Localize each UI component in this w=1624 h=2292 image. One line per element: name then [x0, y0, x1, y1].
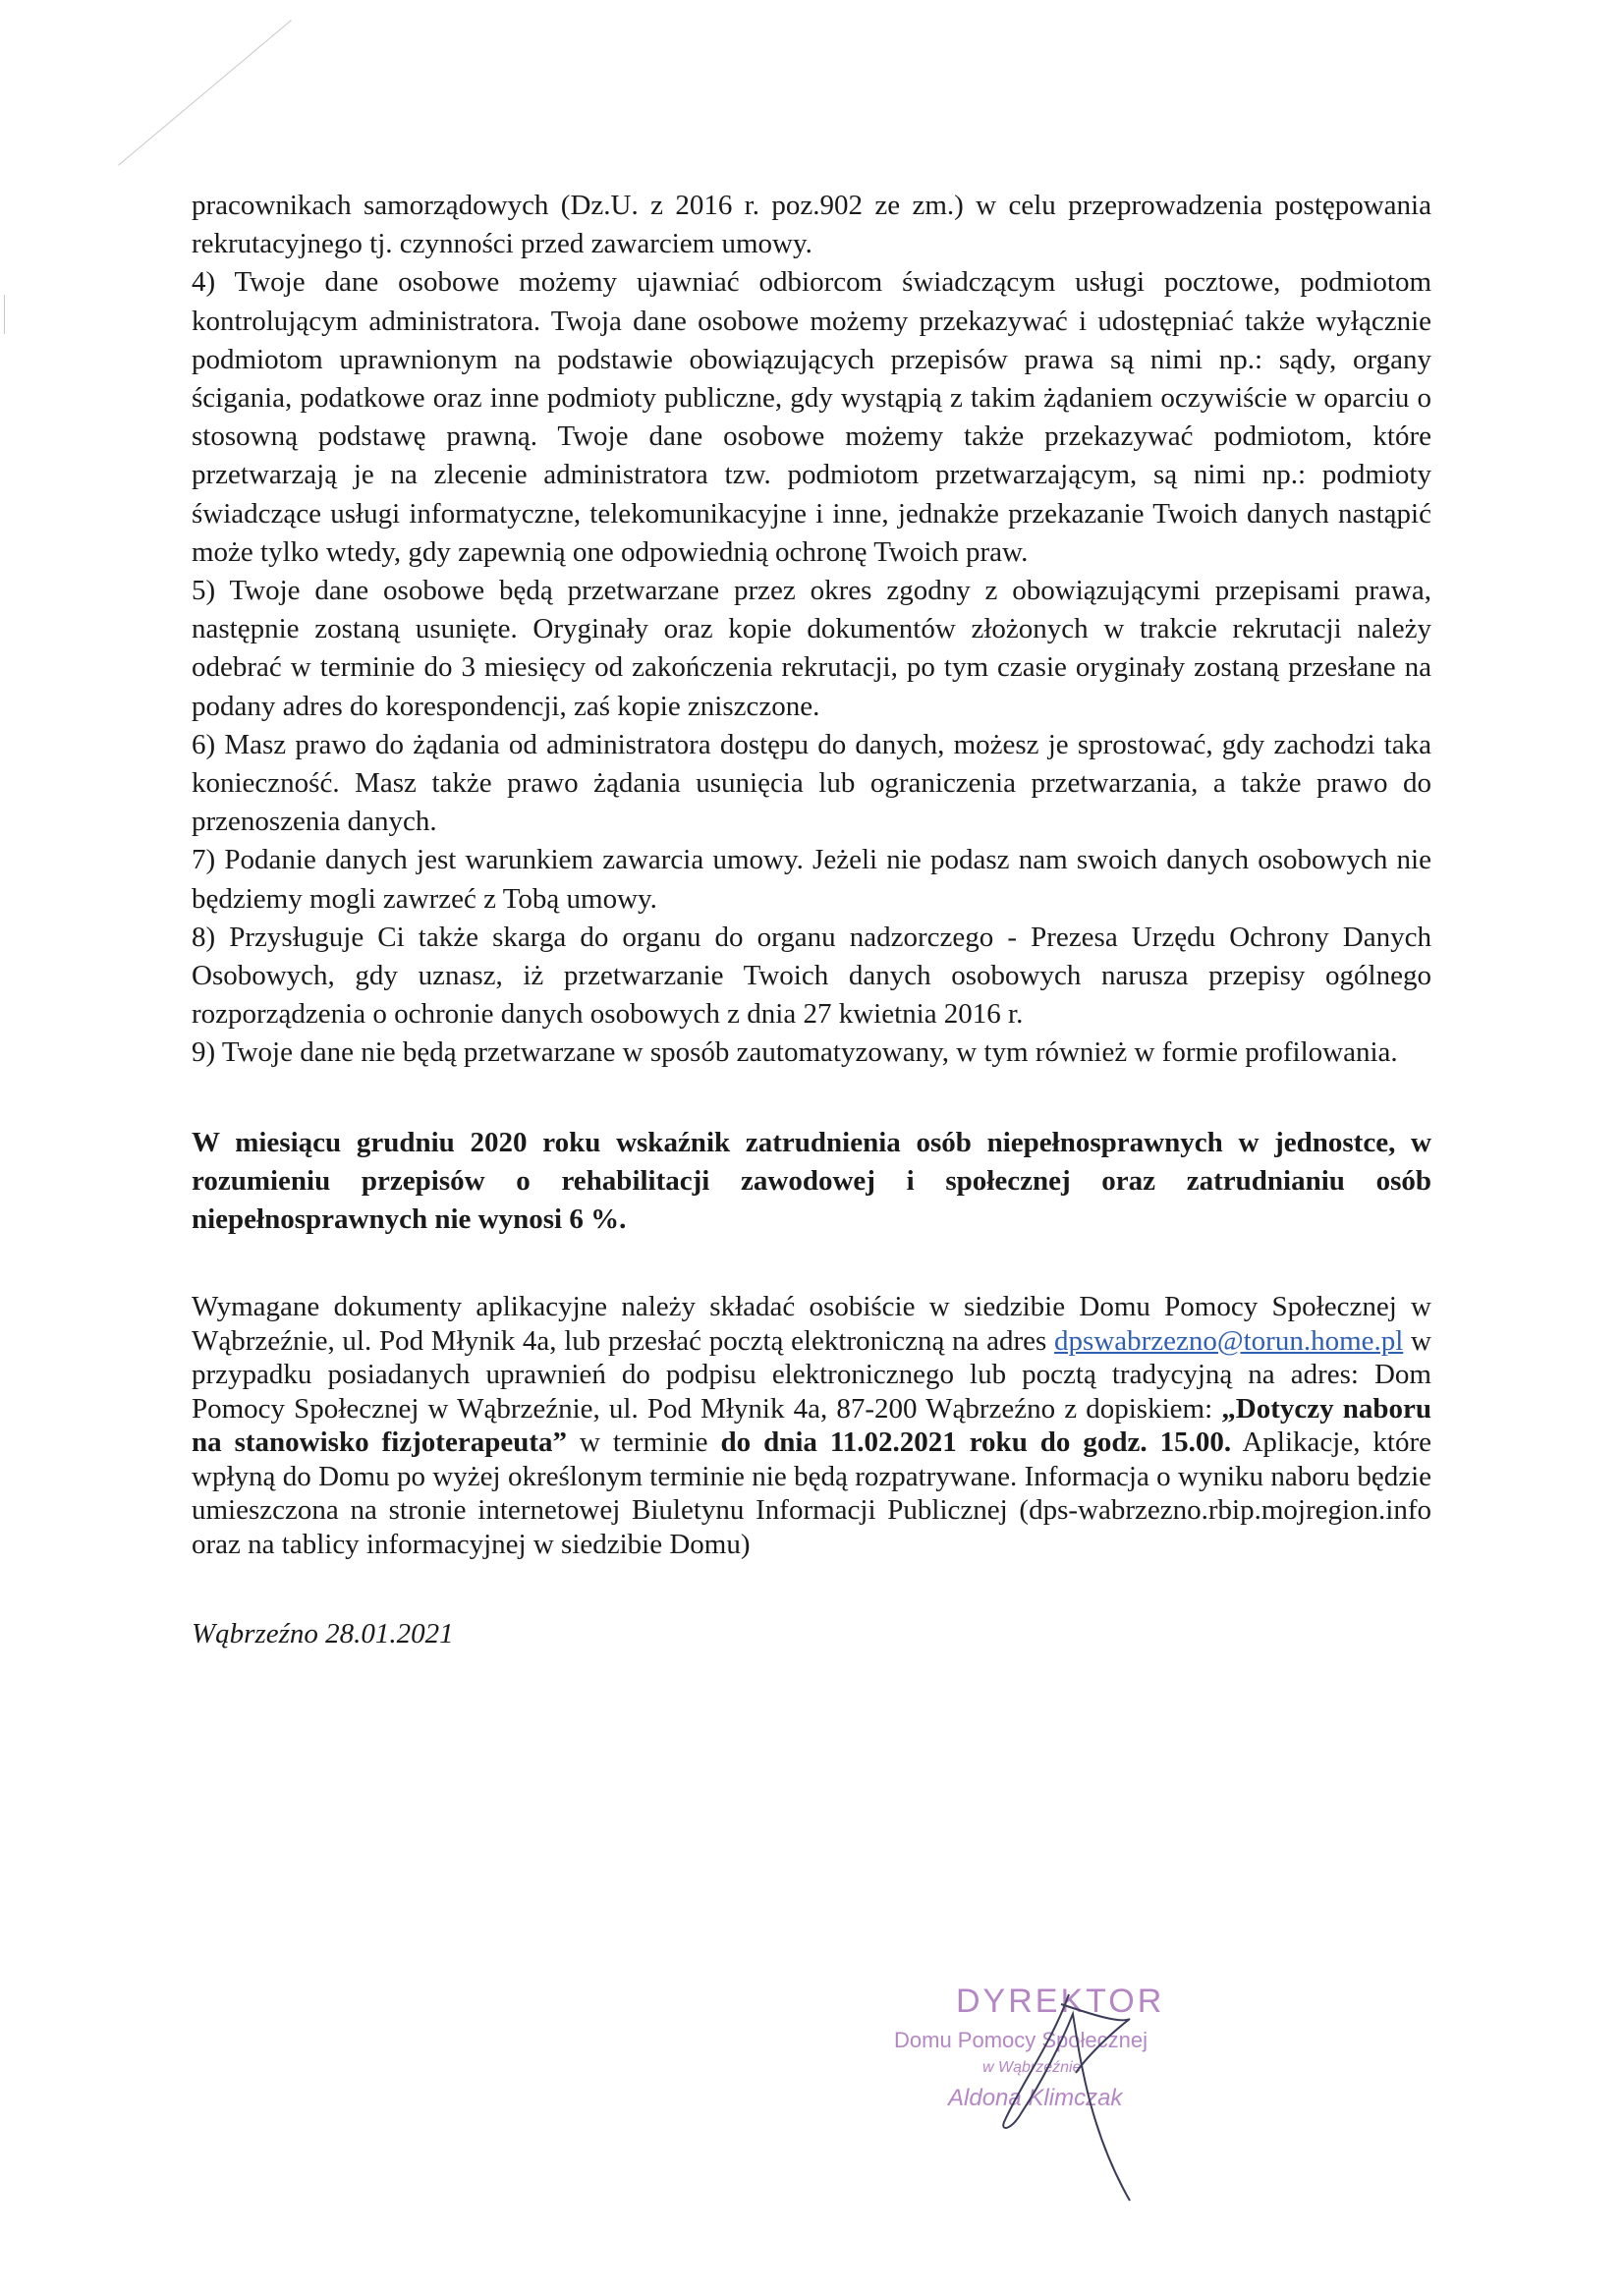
place-and-date: Wąbrzeźno 28.01.2021 [192, 1618, 454, 1650]
application-instructions [192, 1290, 1431, 1561]
stamp-institution: Domu Pomocy Społecznej [894, 2028, 1148, 2052]
email-link[interactable]: dpswabrzezno@torun.home.pl [1054, 1324, 1404, 1357]
paragraph-5-retention: 5) Twoje dane osobowe będą przetwarzane przez okres zgodny z obowiązującymi przepisami prawa, następnie zostaną usunięte. Oryginały oraz kopie dokumentów złożonych w trakcie rekrutacji należy odebrać w terminie do 3 miesięcy od zakończenia rekrutacji, po tym czasie oryginały zostaną przesłane na podany adres do korespondencji, zaś kopie zniszczone. [192, 575, 1431, 722]
application-subject: „Dotyczy naboru na stanowisko fizjoterapeuta” [192, 1392, 1431, 1459]
paragraph-6-rights: 6) Masz prawo do żądania od administratora dostępu do danych, możesz je sprostować, gdy zachodzi taka konieczność. Masz także prawo żądania usunięcia lub ograniczenia przetwarzania, a także prawo do przenoszenia danych. [192, 728, 1431, 838]
paragraph-4-recipients: 4) Twoje dane osobowe możemy ujawniać odbiorcom świadczącym usługi pocztowe, podmiotom kontrolującym administratora. Twoja dane osobowe możemy przekazywać i udostępniać także wyłącznie podmiotom uprawnionym na podstawie obowiązujących przepisów prawa są nimi np.: sądy, organy ścigania, podatkowe oraz inne podmioty publiczne, gdy wystąpią z takim żądaniem oczywiście w oparciu o stosowną podstawę prawną. Twoje dane osobowe możemy także przekazywać podmiotom, które przetwarzają je na zlecenie administratora tzw. podmiotom przetwarzającym, są nimi np.: podmioty świadczące usługi informatyczne, telekomunikacyjne i inne, jednakże przekazanie Twoich danych nastąpić może tylko wtedy, gdy zapewnią one odpowiednią ochronę Twoich praw. [192, 266, 1431, 568]
application-text-2: w przypadku posiadanych uprawnień do podpisu elektronicznego lub pocztą tradycyjną na adres: Dom Pomocy Społecznej w Wąbrzeźnie, ul. Pod Młynik 4a, 87-200 Wąbrzeźno z dopiskiem: [192, 1324, 1431, 1425]
scan-artifact-line-left [4, 295, 5, 334]
paragraph-8-complaint: 8) Przysługuje Ci także skarga do organu do organu nadzorczego - Prezesa Urzędu Ochrony Danych Osobowych, gdy uznasz, iż przetwarzanie Twoich danych osobowych narusza przepisy ogólnego rozporządzenia o ochronie danych osobowych z dnia 27 kwietnia 2016 r. [192, 921, 1431, 1031]
stamp-title: DYREKTOR [956, 1983, 1165, 2020]
application-text-4: Aplikacje, które wpłyną do Domu po wyżej określonym terminie nie będą rozpatrywane. Informacja o wyniku naboru będzie umieszczona na stronie internetowej Biuletynu Informacji Publicznej (dps-wabrzezno.rbip.mojregion.info oraz na tablicy informacyjnej w siedzibie Domu) [192, 1426, 1432, 1560]
application-text-1: Wymagane dokumenty aplikacyjne należy składać osobiście w siedzibie Domu Pomocy Społecznej w Wąbrzeźnie, ul. Pod Młynik 4a, lub przesłać pocztą elektroniczną na adres [192, 1291, 1431, 1357]
application-text-3: w terminie [566, 1426, 721, 1459]
stamp-location: w Wąbrzeźnie [982, 2059, 1082, 2076]
paragraph-7-requirement: 7) Podanie danych jest warunkiem zawarcia umowy. Jeżeli nie podasz nam swoich danych osobowych nie będziemy mogli zawrzeć z Tobą umowy. [192, 844, 1431, 915]
application-deadline: do dnia 11.02.2021 roku do godz. 15.00. [720, 1426, 1232, 1459]
document-body [192, 187, 1431, 1650]
handwritten-signature [982, 1975, 1179, 2210]
scan-artifact-line [118, 20, 292, 166]
paragraph-9-automation: 9) Twoje dane nie będą przetwarzane w sposób zautomatyzowany, w tym również w formie profilowania. [192, 1036, 1398, 1069]
stamp-name: Aldona Klimczak [948, 2085, 1123, 2111]
paragraph-legal-basis: pracownikach samorządowych (Dz.U. z 2016 r. poz.902 ze zm.) w celu przeprowadzenia postępowania rekrutacyjnego tj. czynności przed zawarciem umowy. [192, 190, 1431, 260]
disability-employment-notice: W miesiącu grudniu 2020 roku wskaźnik zatrudnienia osób niepełnosprawnych w jednostce, w rozumieniu przepisów o rehabilitacji zawodowej i społecznej oraz zatrudnianiu osób niepełnosprawnych nie wynosi 6 %. [192, 1126, 1431, 1236]
